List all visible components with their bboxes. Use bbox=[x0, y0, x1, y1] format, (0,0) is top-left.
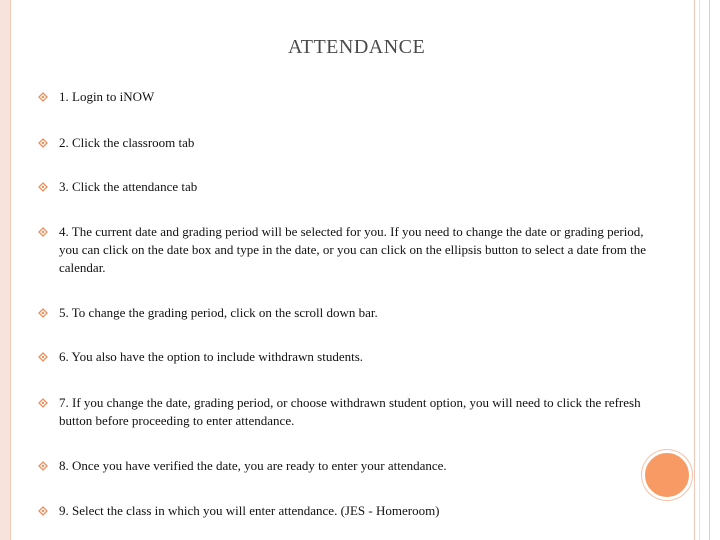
right-rail-inner-line bbox=[699, 0, 704, 540]
diamond-bullet-icon bbox=[38, 461, 48, 471]
bullet-text: 5. To change the grading period, click on the scroll down bar. bbox=[59, 305, 378, 320]
bullet-text: 1. Login to iNOW bbox=[59, 89, 155, 104]
bullet-text: 2. Click the classroom tab bbox=[59, 135, 195, 150]
bullet-text: 7. If you change the date, grading period, or choose withdrawn student option, you will need to click the refresh button before proceeding to enter attendance. bbox=[59, 395, 641, 428]
diamond-bullet-icon bbox=[38, 308, 48, 318]
diamond-bullet-icon bbox=[38, 398, 48, 408]
left-border-decoration bbox=[0, 0, 11, 540]
bullet-text: 8. Once you have verified the date, you are ready to enter your attendance. bbox=[59, 458, 447, 473]
diamond-bullet-icon bbox=[38, 506, 48, 516]
diamond-bullet-icon bbox=[38, 182, 48, 192]
diamond-bullet-icon bbox=[38, 138, 48, 148]
diamond-bullet-icon bbox=[38, 92, 48, 102]
diamond-bullet-icon bbox=[38, 227, 48, 237]
diamond-bullet-icon bbox=[38, 352, 48, 362]
bullet-text: 6. You also have the option to include withdrawn students. bbox=[59, 349, 364, 364]
bullet-text: 4. The current date and grading period will be selected for you. If you need to change the date or grading period, you can click on the date box and type in the date, or you can click on the ellipsis button to select a date from the calendar. bbox=[59, 224, 646, 275]
bullet-text: 9. Select the class in which you will enter attendance. (JES - Homeroom) bbox=[59, 503, 440, 518]
bullet-text: 3. Click the attendance tab bbox=[59, 179, 198, 194]
slide-title: ATTENDANCE bbox=[288, 36, 426, 58]
